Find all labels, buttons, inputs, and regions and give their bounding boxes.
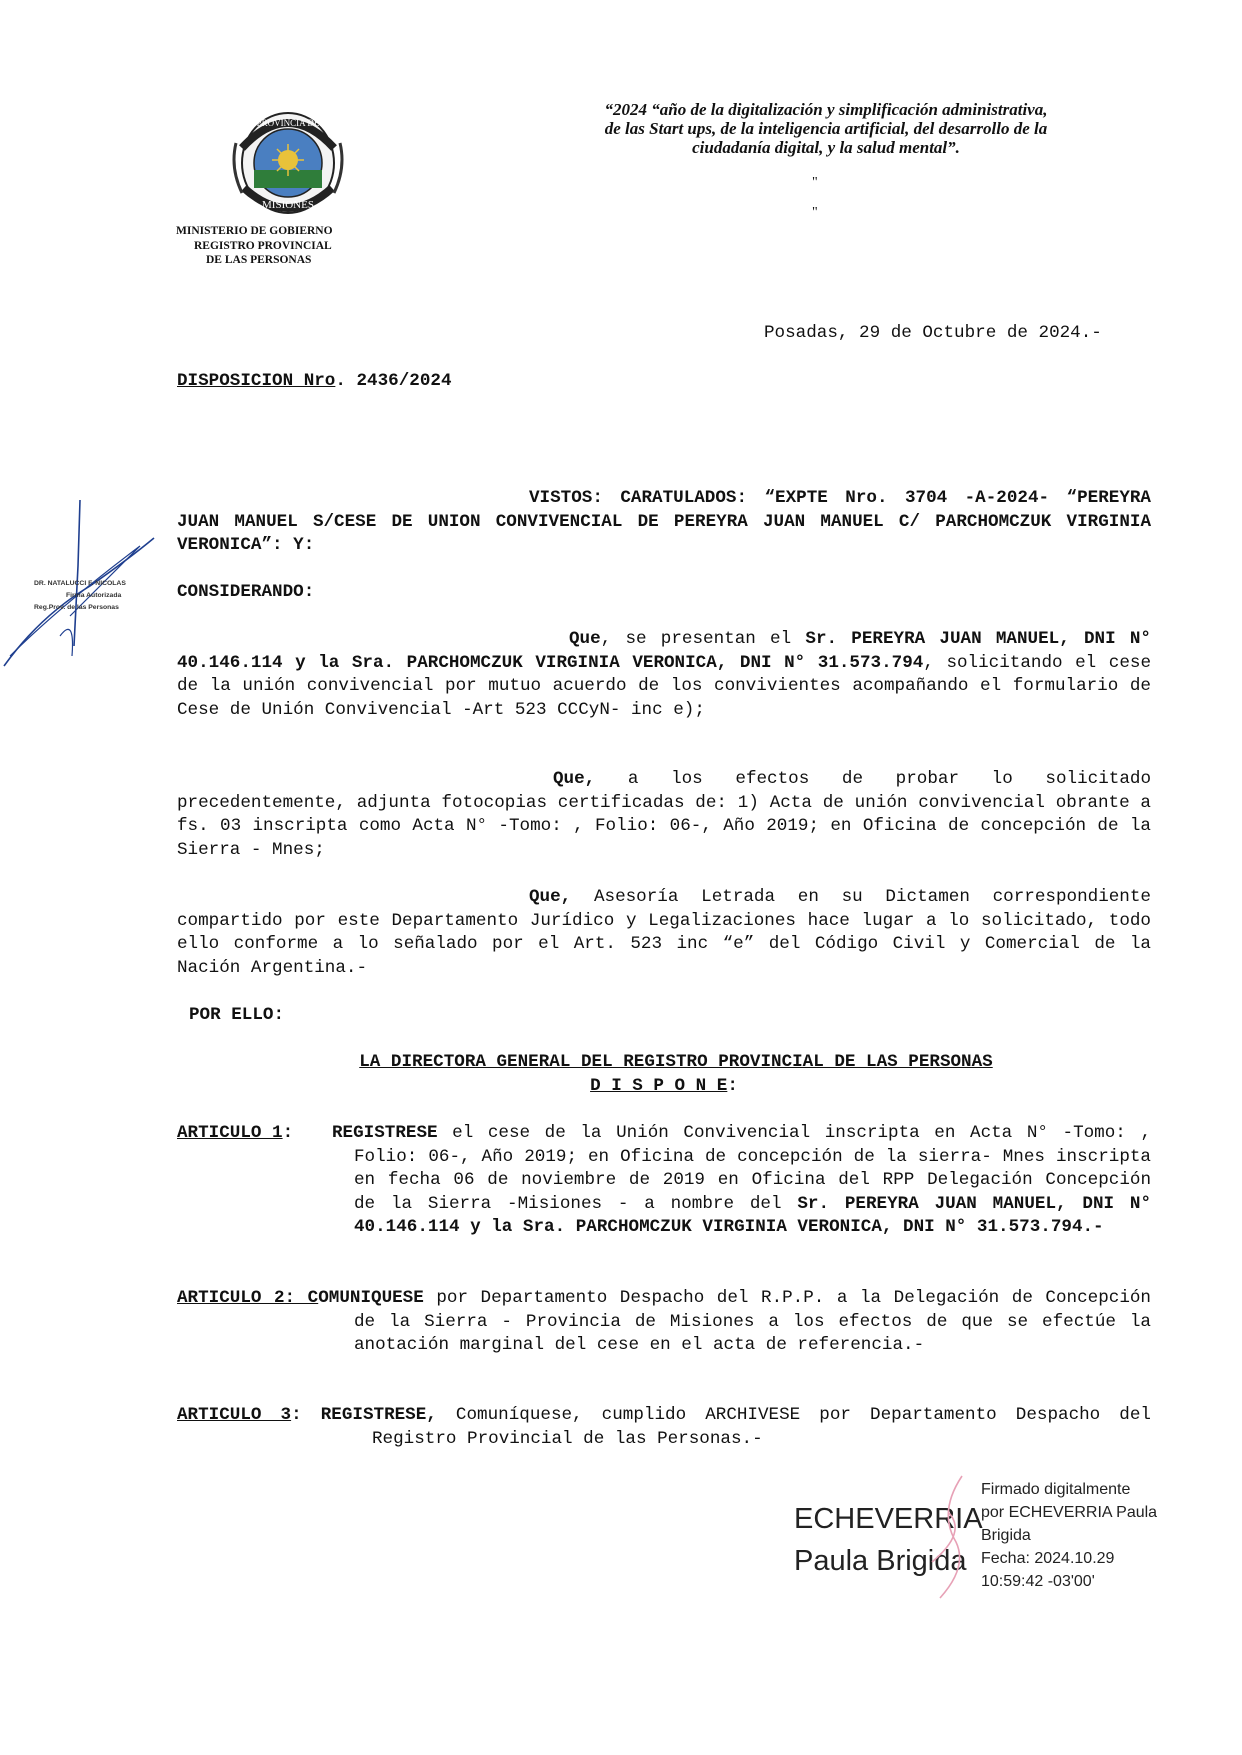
signer-surname: ECHEVERRIA xyxy=(794,1503,983,1535)
por-ello-heading: POR ELLO: xyxy=(189,1005,285,1025)
authorized-signature-stamp xyxy=(34,578,126,614)
articulo-label: ARTICULO 2: C xyxy=(177,1288,319,1308)
disposicion-number: . 2436/2024 xyxy=(335,371,452,391)
considerando-heading: CONSIDERANDO: xyxy=(177,582,315,602)
articulo-3-body xyxy=(177,1404,1151,1451)
articulo-label: ARTICULO 3 xyxy=(177,1405,292,1425)
ministry-line: REGISTRO PROVINCIAL xyxy=(194,239,332,252)
date-line: Posadas, 29 de Octubre de 2024.- xyxy=(764,323,1102,343)
articulo-text: por Departamento Despacho del R.P.P. a la Delegación de Concepción de la Sierra - Provincia de Misiones a los efectos de que se efectúe la anotación marginal del cese en el acta de referencia.- xyxy=(354,1288,1151,1356)
articulo-verb: REGISTRESE, xyxy=(320,1405,437,1425)
que-word: Que, xyxy=(553,769,596,789)
articulo-text: el cese de la Unión Convivencial inscripta en Acta N° -Tomo: , Folio: 06-, Año 2019; en Oficina de concepción de la sierra- Mnes inscripta en fecha 06 de noviembre de 2019 en Oficina del RPP Delegación Concepción de la Sierra -Misiones - a nombre del xyxy=(354,1123,1151,1214)
directora-line xyxy=(177,1051,1151,1075)
motto-line: “2024 “año de la digitalización y simplificación administrativa, xyxy=(604,100,1048,119)
dispone-word: D I S P O N E xyxy=(590,1075,728,1096)
motto-mark: " xyxy=(812,175,818,190)
signature-meta-line: Brigida xyxy=(981,1527,1031,1544)
articulo-sep: : xyxy=(282,1123,294,1143)
disposicion-heading xyxy=(177,370,452,394)
articulo-sep: : xyxy=(291,1405,321,1425)
que-word: Que, xyxy=(529,887,572,907)
que-word: Que xyxy=(569,629,601,649)
dispone-line xyxy=(177,1075,1151,1099)
motto-line: ciudadanía digital, y la salud mental”. xyxy=(692,138,960,157)
articulo-2 xyxy=(177,1287,1151,1358)
motto-mark: " xyxy=(812,205,818,220)
articulo-1-head xyxy=(177,1122,293,1146)
signer-given-names: Paula Brigida xyxy=(794,1545,967,1577)
vistos-caratula: “EXPTE Nro. 3704 -A-2024- “PEREYRA JUAN MANUEL S/CESE DE UNION CONVIVENCIAL DE PEREYRA JUAN MANUEL C/ PARCHOMCZUK VIRGINIA VERONICA”: Y: xyxy=(177,488,1151,556)
svg-text:MISIONES: MISIONES xyxy=(262,199,314,211)
que-paragraph-2 xyxy=(177,768,1151,862)
stamp-line: DR. NATALUCCI F. NICOLAS xyxy=(34,580,126,587)
ministry-line: DE LAS PERSONAS xyxy=(206,254,312,266)
que-text: a los efectos de probar lo solicitado precedentemente, adjunta fotocopias certificadas de: 1) Acta de unión convivencial obrante a fs. 03 inscripta como Acta N° -Tomo: , Folio: 06-, Año 2019; en Oficina de concepción de la Sierra - Mnes; xyxy=(177,769,1151,860)
articulo-2-body xyxy=(177,1287,1151,1358)
que-paragraph-1 xyxy=(177,628,1151,722)
articulo-text: Comuníquese, cumplido ARCHIVESE por Departamento Despacho del Registro Provincial de las Personas.- xyxy=(372,1405,1151,1449)
vistos-paragraph xyxy=(177,487,1151,558)
articulo-verb: REGISTRESE xyxy=(332,1123,438,1143)
stamp-line: Reg.Prov. de las Personas xyxy=(34,604,119,611)
province-crest-logo xyxy=(228,108,348,218)
signature-date: Fecha: 2024.10.29 xyxy=(981,1550,1115,1567)
que-text: , se presentan el xyxy=(600,629,806,649)
digital-signature-flourish xyxy=(918,1472,978,1602)
directora-text: LA DIRECTORA GENERAL DEL REGISTRO PROVINCIAL DE LAS PERSONAS xyxy=(359,1052,993,1072)
que-text: Asesoría Letrada en su Dictamen correspondiente compartido por este Departamento Jurídico y Legalizaciones hace lugar a lo solicitado, todo ello conforme a lo señalado por el Art. 523 inc “e” del Código Civil y Comercial de la Nación Argentina.- xyxy=(177,887,1151,978)
dispone-colon: : xyxy=(727,1075,738,1096)
signature-meta-line: por ECHEVERRIA Paula xyxy=(981,1504,1158,1521)
articulo-parties: Sr. PEREYRA JUAN MANUEL, DNI N° 40.146.114 y la Sra. PARCHOMCZUK VIRGINIA VERONICA, DNI N° 31.573.794.- xyxy=(354,1193,1151,1238)
year-motto xyxy=(496,100,1156,157)
articulo-1-body xyxy=(177,1122,1151,1240)
dispone-heading xyxy=(177,1051,1151,1098)
articulo-verb: OMUNIQUESE xyxy=(318,1288,424,1308)
signature-meta-line: Firmado digitalmente xyxy=(981,1481,1131,1498)
articulo-1 xyxy=(177,1122,1151,1240)
articulo-label: ARTICULO 1 xyxy=(177,1123,283,1143)
motto-marks xyxy=(812,168,818,228)
digital-signature-details xyxy=(981,1478,1157,1593)
signature-time: 10:59:42 -03'00' xyxy=(981,1573,1095,1590)
vistos-label: VISTOS: CARATULADOS: xyxy=(529,488,748,508)
que-parties: Sr. PEREYRA JUAN MANUEL, DNI N° 40.146.114 y la Sra. PARCHOMCZUK VIRGINIA VERONICA, DNI N° 31.573.794 xyxy=(177,629,1151,673)
svg-text:PROVINCIA DE: PROVINCIA DE xyxy=(256,118,320,128)
stamp-line: Firma Autorizada xyxy=(66,592,122,599)
que-paragraph-3 xyxy=(177,886,1151,980)
ministry-heading xyxy=(176,224,366,268)
disposicion-label: DISPOSICION Nro xyxy=(177,371,336,391)
motto-line: de las Start ups, de la inteligencia artificial, del desarrollo de la xyxy=(604,119,1048,138)
articulo-3 xyxy=(177,1404,1151,1451)
que-text: , solicitando el cese de la unión convivencial por mutuo acuerdo de los convivientes acompañando el formulario de Cese de Unión Convivencial -Art 523 CCCyN- inc e); xyxy=(177,652,1152,720)
ministry-line: MINISTERIO DE GOBIERNO xyxy=(176,225,333,237)
